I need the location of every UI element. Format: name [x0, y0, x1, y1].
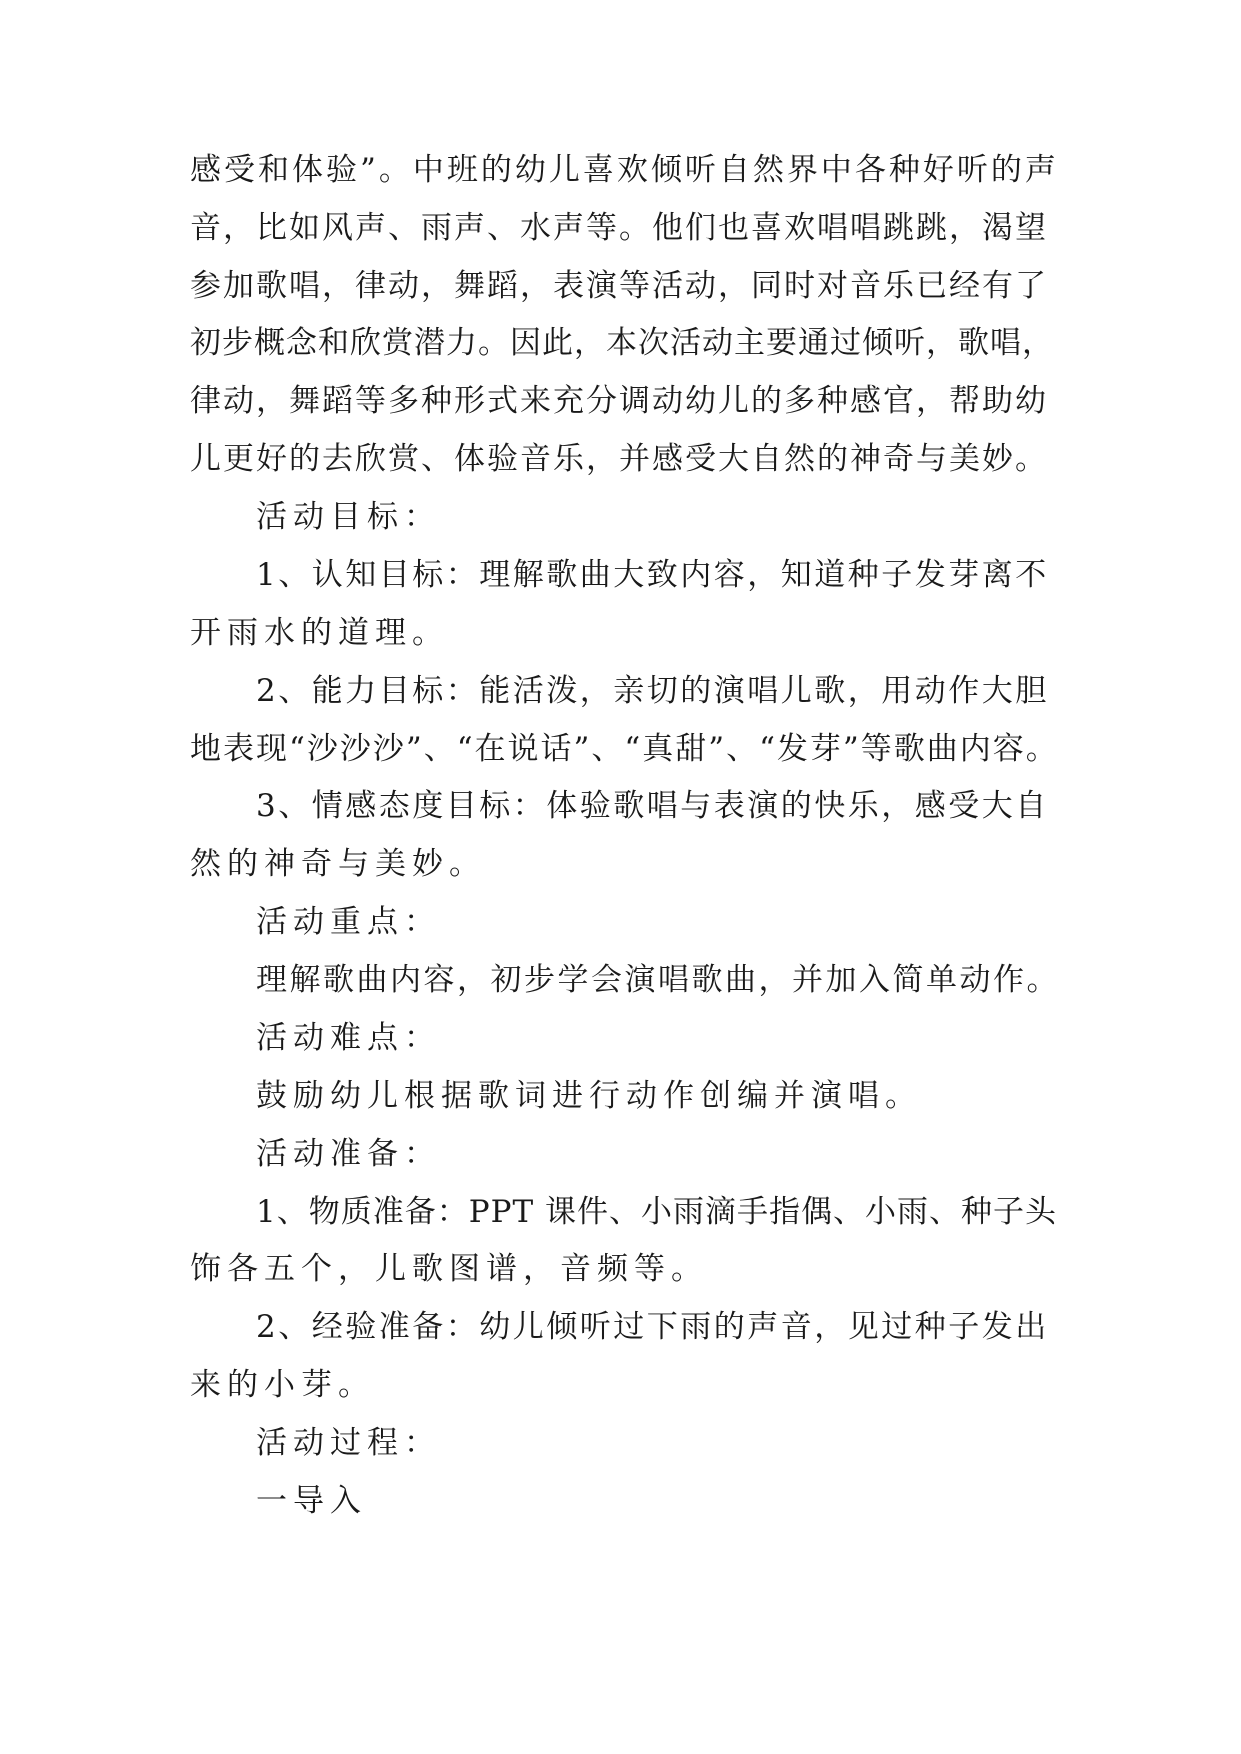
- text-line: 3、情感态度目标：体验歌唱与表演的快乐，感受大自: [256, 788, 1049, 824]
- section-heading: 活动准备：: [256, 1136, 441, 1172]
- text-line: 儿更好的去欣赏、体验音乐，并感受大自然的神奇与美妙。: [190, 441, 1048, 477]
- text-line: 饰各五个，儿歌图谱，音频等。: [190, 1251, 708, 1287]
- text-line: 然的神奇与美妙。: [190, 846, 486, 882]
- text-line: 1、认知目标：理解歌曲大致内容，知道种子发芽离不: [256, 557, 1049, 593]
- text-line: 鼓励幼儿根据歌词进行动作创编并演唱。: [256, 1078, 922, 1114]
- text-line: 感受和体验”。中班的幼儿喜欢倾听自然界中各种好听的声: [190, 152, 1059, 188]
- text-line: 一导入: [256, 1483, 367, 1519]
- text-line: 1、物质准备：PPT 课件、小雨滴手指偶、小雨、种子头: [256, 1194, 1057, 1230]
- text-line: 2、经验准备：幼儿倾听过下雨的声音，见过种子发出: [256, 1309, 1049, 1345]
- section-heading: 活动重点：: [256, 904, 441, 940]
- section-heading: 活动目标：: [256, 499, 441, 535]
- text-line: 来的小芽。: [190, 1367, 375, 1403]
- section-heading: 活动难点：: [256, 1020, 441, 1056]
- section-heading: 活动过程：: [256, 1425, 441, 1461]
- text-line: 2、能力目标：能活泼，亲切的演唱儿歌，用动作大胆: [256, 673, 1049, 709]
- text-line: 律动，舞蹈等多种形式来充分调动幼儿的多种感官，帮助幼: [190, 383, 1048, 419]
- text-line: 音，比如风声、雨声、水声等。他们也喜欢唱唱跳跳，渴望: [190, 210, 1048, 246]
- text-line: 初步概念和欣赏潜力。因此，本次活动主要通过倾听，歌唱，: [190, 325, 1054, 361]
- text-line: 参加歌唱，律动，舞蹈，表演等活动，同时对音乐已经有了: [190, 268, 1048, 304]
- text-line: 开雨水的道理。: [190, 615, 449, 651]
- text-line: 理解歌曲内容，初步学会演唱歌曲，并加入简单动作。: [256, 962, 1060, 998]
- text-line: 地表现“沙沙沙”、“在说话”、“真甜”、“发芽”等歌曲内容。: [190, 731, 1059, 767]
